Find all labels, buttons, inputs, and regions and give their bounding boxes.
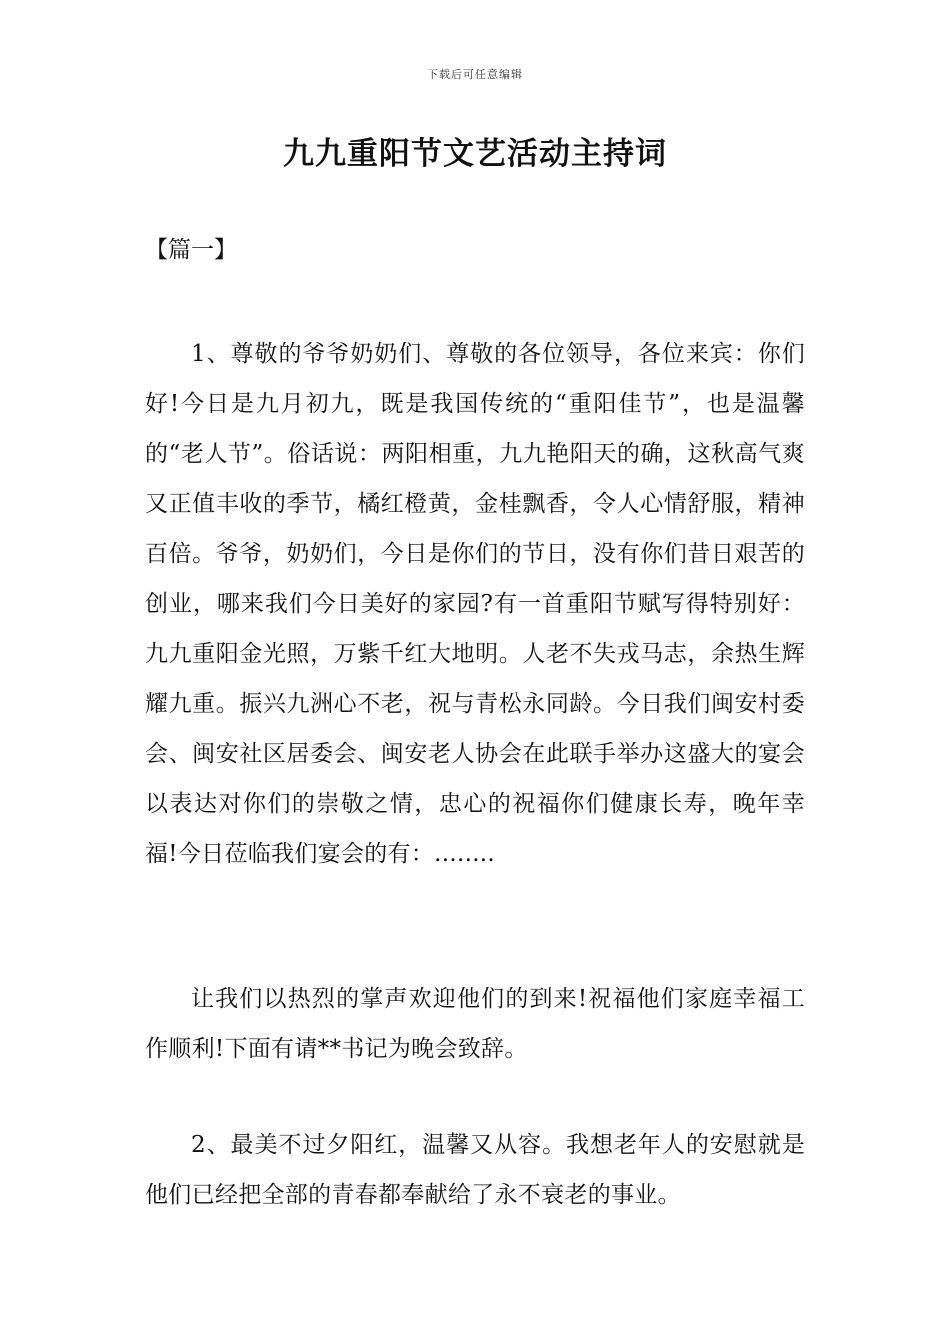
header-note: 下载后可任意编辑 <box>427 68 523 81</box>
section-label: 【篇一】 <box>145 237 237 263</box>
document-title: 九九重阳节文艺活动主持词 <box>283 136 667 172</box>
paragraph-2: 让我们以热烈的掌声欢迎他们的到来!祝福他们家庭幸福工作顺利!下面有请**书记为晚会致辞。 <box>145 986 805 1062</box>
paragraph-3: 2、最美不过夕阳红，温馨又从容。我想老年人的安慰就是他们已经把全部的青春都奉献给了永不衰老的事业。 <box>145 1132 805 1208</box>
paragraph-1: 1、尊敬的爷爷奶奶们、尊敬的各位领导，各位来宾：你们好!今日是九月初九，既是我国传统的“重阳佳节”，也是温馨的“老人节”。俗话说：两阳相重，九九艳阳天的确，这秋高气爽又正值丰收的季节，橘红橙黄，金桂飘香，令人心情舒服，精神百倍。爷爷，奶奶们，今日是你们的节日，没有你们昔日艰苦的创业，哪来我们今日美好的家园?有一首重阳节赋写得特别好：九九重阳金光照，万紫千红大地明。人老不失戎马志，余热生辉耀九重。振兴九洲心不老，祝与青松永同龄。今日我们闽安村委会、闽安社区居委会、闽安老人协会在此联手举办这盛大的宴会以表达对你们的崇敬之情，忠心的祝福你们健康长寿，晚年幸福!今日莅临我们宴会的有：........ <box>145 341 805 867</box>
